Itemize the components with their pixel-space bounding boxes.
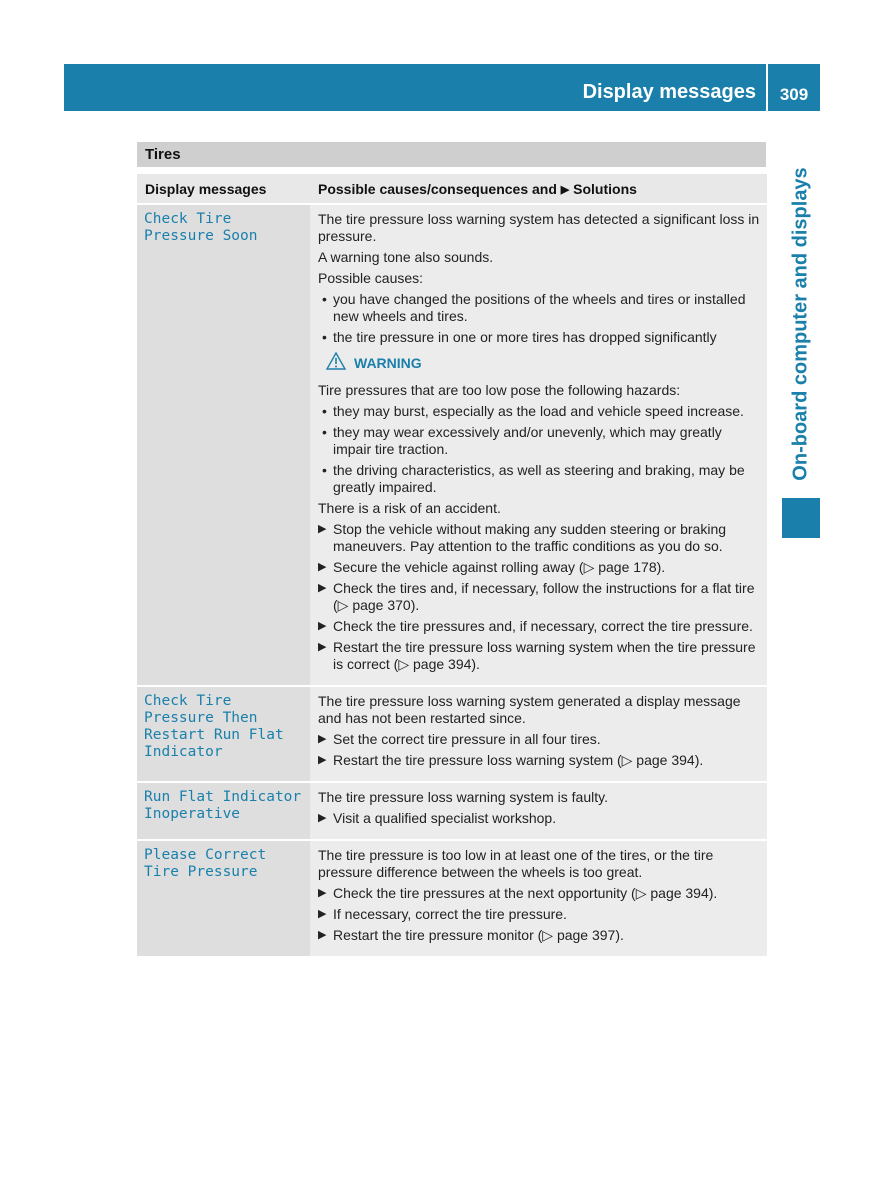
header-bar [64, 64, 766, 111]
solution-step: ▶ Restart the tire pressure loss warning system (▷ page 394). [318, 752, 763, 769]
table-header-row [137, 174, 767, 204]
solution-step: ▶ Restart the tire pressure loss warning system when the tire pressure is correct (▷ page 394). [318, 639, 763, 673]
display-messages-table [137, 174, 767, 956]
solution-step: ▶ Check the tire pressures at the next opportunity (▷ page 394). [318, 885, 763, 902]
hazard-item: • the driving characteristics, as well as steering and braking, may be greatly impaired. [318, 462, 763, 496]
column-header-causes-text: Possible causes/consequences and [318, 181, 557, 197]
table-row [137, 204, 767, 686]
display-message: Check Tire Pressure Soon [137, 204, 310, 686]
warning-heading [326, 352, 763, 374]
solution-step: ▶ Check the tires and, if necessary, follow the instructions for a flat tire (▷ page 370). [318, 580, 763, 614]
column-header-solutions-text: Solutions [573, 181, 637, 197]
message-description [310, 840, 767, 956]
section-title: Tires [137, 142, 766, 167]
table-row [137, 782, 767, 840]
cause-item: • the tire pressure in one or more tires has dropped significantly [318, 329, 763, 346]
column-header-causes [310, 174, 767, 204]
description-text: The tire pressure loss warning system generated a display message and has not been restarted since. [318, 693, 741, 726]
table-row [137, 840, 767, 956]
description-text: The tire pressure loss warning system has detected a significant loss in pressure. [318, 211, 760, 244]
display-message: Run Flat Indicator Inoperative [137, 782, 310, 840]
warning-label: WARNING [354, 354, 422, 371]
message-description [310, 782, 767, 840]
page-number: 309 [768, 64, 820, 111]
solution-step: ▶ Check the tire pressures and, if necessary, correct the tire pressure. [318, 618, 763, 635]
description-text: The tire pressure loss warning system is faulty. [318, 789, 608, 805]
column-header-messages: Display messages [137, 174, 310, 204]
solution-step: ▶ If necessary, correct the tire pressure. [318, 906, 763, 923]
message-description [310, 204, 767, 686]
message-description [310, 686, 767, 782]
warning-intro: Tire pressures that are too low pose the following hazards: [318, 382, 681, 398]
triangle-right-icon: ▶ [560, 184, 570, 196]
solution-step: ▶ Visit a qualified specialist workshop. [318, 810, 763, 827]
chapter-side-label: On-board computer and displays [789, 167, 812, 481]
solution-step: ▶ Stop the vehicle without making any sudden steering or braking maneuvers. Pay attention to the traffic conditions as you do so. [318, 521, 763, 555]
page-title: Display messages [582, 81, 756, 103]
table-row [137, 686, 767, 782]
hazard-item: • they may wear excessively and/or unevenly, which may greatly impair tire traction. [318, 424, 763, 458]
risk-text: There is a risk of an accident. [318, 500, 501, 516]
warning-triangle-icon [326, 352, 346, 374]
description-text: The tire pressure is too low in at least one of the tires, or the tire pressure difference between the wheels is too great. [318, 847, 714, 880]
solution-step: ▶ Secure the vehicle against rolling away (▷ page 178). [318, 559, 763, 576]
display-message: Check Tire Pressure Then Restart Run Flat Indicator [137, 686, 310, 782]
solution-step: ▶ Set the correct tire pressure in all four tires. [318, 731, 763, 748]
description-text: Possible causes: [318, 270, 424, 286]
chapter-tab-marker [782, 498, 820, 538]
cause-item: • you have changed the positions of the wheels and tires or installed new wheels and tires. [318, 291, 763, 325]
solution-step: ▶ Restart the tire pressure monitor (▷ page 397). [318, 927, 763, 944]
description-text: A warning tone also sounds. [318, 249, 494, 265]
hazard-item: • they may burst, especially as the load and vehicle speed increase. [318, 403, 763, 420]
display-message: Please Correct Tire Pressure [137, 840, 310, 956]
